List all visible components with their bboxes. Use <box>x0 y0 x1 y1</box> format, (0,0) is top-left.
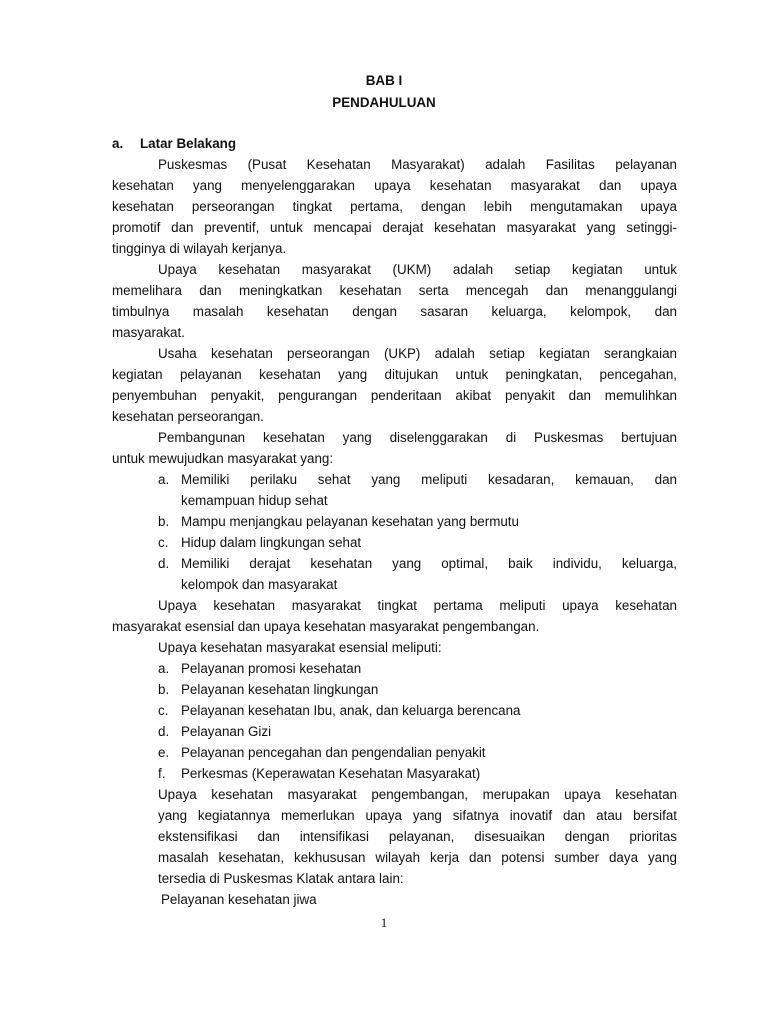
paragraph-line: kesehatan yang menyelenggarakan upaya kesehatan masyarakat dan upaya <box>112 178 677 193</box>
list-marker: e. <box>158 745 170 760</box>
paragraph-line: yang kegiatannya memerlukan upaya yang sifatnya inovatif dan atau bersifat <box>158 808 677 823</box>
list-item: Pelayanan Gizi <box>181 724 272 739</box>
paragraph-line: promotif dan preventif, untuk mencapai derajat kesehatan masyarakat yang setinggi- <box>112 220 677 235</box>
paragraph-line: tingginya di wilayah kerjanya. <box>112 241 287 256</box>
paragraph-line: tersedia di Puskesmas Klatak antara lain: <box>158 871 404 886</box>
paragraph-line: masyarakat. <box>112 325 185 340</box>
section-marker: a. <box>112 136 124 151</box>
list-marker: c. <box>158 535 169 550</box>
section-title: Latar Belakang <box>140 136 237 151</box>
paragraph-line: ekstensifikasi dan intensifikasi pelayanan, disesuaikan dengan prioritas <box>158 829 677 844</box>
list-marker: f. <box>158 766 166 781</box>
paragraph-line: Upaya kesehatan masyarakat esensial meliputi: <box>158 640 442 655</box>
paragraph-line: memelihara dan meningkatkan kesehatan serta mencegah dan menanggulangi <box>112 283 677 298</box>
list-item: Pelayanan kesehatan lingkungan <box>181 682 379 697</box>
paragraph-line: Upaya kesehatan masyarakat (UKM) adalah setiap kegiatan untuk <box>158 262 677 277</box>
paragraph-line: masalah kesehatan, kekhususan wilayah kerja dan potensi sumber daya yang <box>158 850 677 865</box>
list-marker: b. <box>158 682 170 697</box>
paragraph-line: kegiatan pelayanan kesehatan yang ditujukan untuk peningkatan, pencegahan, <box>112 367 677 382</box>
list-marker: b. <box>158 514 170 529</box>
list-item: Memiliki derajat kesehatan yang optimal, baik individu, keluarga, <box>181 556 677 571</box>
list-item: Memiliki perilaku sehat yang meliputi kesadaran, kemauan, dan <box>181 472 677 487</box>
list-item: Pelayanan promosi kesehatan <box>181 661 362 676</box>
paragraph-line: penyembuhan penyakit, pengurangan penderitaan akibat penyakit dan memulihkan <box>112 388 677 403</box>
paragraph-line: kesehatan perseorangan tingkat pertama, dengan lebih mengutamakan upaya <box>112 199 677 214</box>
list-marker: d. <box>158 556 170 571</box>
list-item: Pelayanan pencegahan dan pengendalian penyakit <box>181 745 486 760</box>
paragraph-line: Puskesmas (Pusat Kesehatan Masyarakat) adalah Fasilitas pelayanan <box>158 157 677 172</box>
list-item: Perkesmas (Keperawatan Kesehatan Masyarakat) <box>181 766 481 781</box>
paragraph-line: untuk mewujudkan masyarakat yang: <box>112 451 334 466</box>
paragraph-line: timbulnya masalah kesehatan dengan sasaran keluarga, kelompok, dan <box>112 304 677 319</box>
list-marker: a. <box>158 661 170 676</box>
list-item: kelompok dan masyarakat <box>181 577 338 592</box>
list-item: Pelayanan kesehatan Ibu, anak, dan keluarga berencana <box>181 703 521 718</box>
paragraph-line: Pembangunan kesehatan yang diselenggarakan di Puskesmas bertujuan <box>158 430 677 445</box>
list-marker: c. <box>158 703 169 718</box>
paragraph-line: kesehatan perseorangan. <box>112 409 264 424</box>
chapter-label: BAB I <box>365 73 403 88</box>
page-number: 1 <box>380 915 388 930</box>
paragraph-line: masyarakat esensial dan upaya kesehatan masyarakat pengembangan. <box>112 619 540 634</box>
list-item: Hidup dalam lingkungan sehat <box>181 535 362 550</box>
chapter-title: PENDAHULUAN <box>332 95 436 110</box>
paragraph-line: Upaya kesehatan masyarakat pengembangan, merupakan upaya kesehatan <box>158 787 677 802</box>
paragraph-line: Pelayanan kesehatan jiwa <box>161 892 317 907</box>
list-marker: a. <box>158 472 170 487</box>
list-item: kemampuan hidup sehat <box>181 493 328 508</box>
paragraph-line: Upaya kesehatan masyarakat tingkat pertama meliputi upaya kesehatan <box>158 598 677 613</box>
list-marker: d. <box>158 724 170 739</box>
paragraph-line: Usaha kesehatan perseorangan (UKP) adalah setiap kegiatan serangkaian <box>158 346 677 361</box>
list-item: Mampu menjangkau pelayanan kesehatan yang bermutu <box>181 514 519 529</box>
